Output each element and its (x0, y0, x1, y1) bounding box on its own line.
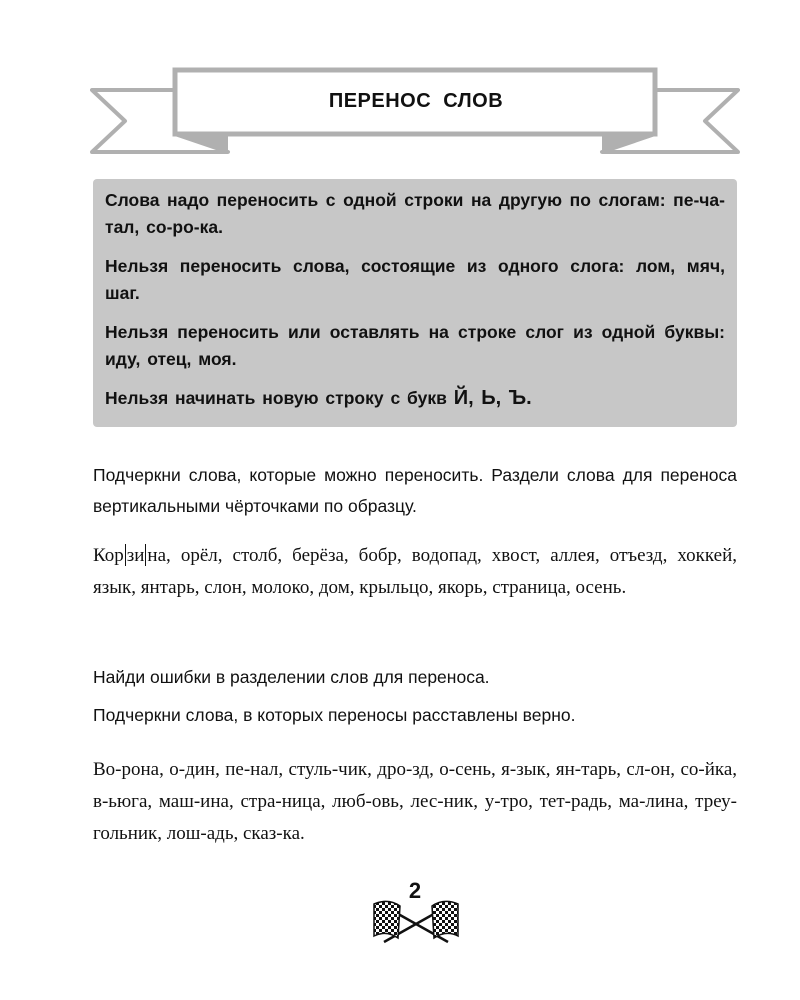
rule-forbidden-letters-text: Нельзя начинать новую строку с букв (105, 388, 447, 408)
exercise1-words: , орёл, столб, берёза, бобр, водопад, хвост, аллея, отъезд, хоккей, язык, янтарь, слон, молоко, дом, крыльцо, якорь, страница, осень. (93, 545, 737, 598)
example-syllable-1: Кор (93, 545, 124, 566)
page-number: 2 (408, 878, 422, 903)
example-syllable-3: на (147, 545, 167, 566)
example-syllable-2: зи (126, 545, 145, 566)
rule-syllables: Слова надо переносить с одной строки на другую по слогам: пе-ча-тал, со-ро-ка. (105, 190, 725, 237)
rules-box (93, 179, 737, 427)
page-title: ПЕРЕНОС СЛОВ (328, 89, 504, 112)
exercise1-instruction: Подчеркни слова, которые можно переносить. Раздели слова для переноса вертикальными чёрточками по образцу. (93, 465, 737, 516)
crossed-checkered-flags-icon (370, 896, 462, 946)
exercise2-instruction-2: Подчеркни слова, в которых переносы расставлены верно. (93, 705, 576, 725)
exercise2-instruction-1: Найди ошибки в разделении слов для переноса. (93, 667, 490, 687)
rule-forbidden-letters (105, 385, 725, 412)
exercise1-word-list (93, 540, 737, 604)
example-word (93, 545, 166, 566)
rule-forbidden-letters-list: Й, Ь, Ъ. (453, 387, 532, 409)
rule-single-letter-syllable: Нельзя переносить или оставлять на строке слог из одной буквы: иду, отец, моя. (105, 322, 725, 369)
divider-mark (125, 544, 126, 566)
rule-one-syllable-words: Нельзя переносить слова, состоящие из одного слога: лом, мяч, шаг. (105, 256, 725, 303)
exercise2-word-list: Во-рона, о-дин, пе-нал, стуль-чик, дро-зд, о-сень, я-зык, ян-тарь, сл-он, со-йка, в-ьюга, маш-ина, стра-ница, люб-овь, лес-ник, у-тро, тет-радь, ма-лина, треу-гольник, лош-адь, сказ-ка. (93, 759, 737, 844)
